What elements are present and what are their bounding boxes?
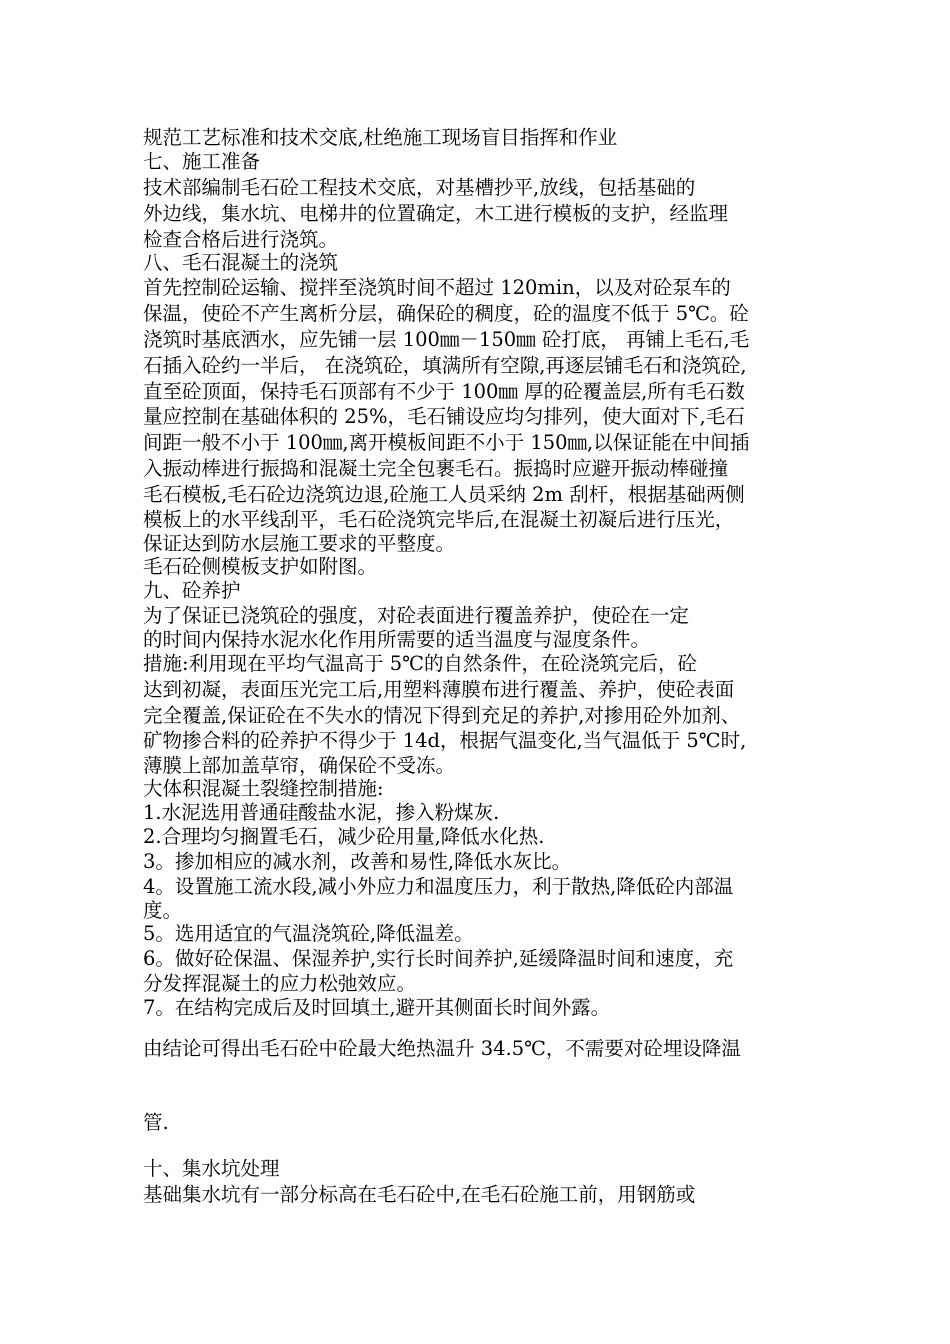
text-line: 基础集水坑有一部分标高在毛石砼中,在毛石砼施工前，用钢筋或 (143, 1183, 696, 1206)
list-item: 6。做好砼保温、保湿养护,实行长时间养护,延缓降温时间和速度，充 (143, 947, 734, 970)
text-line: 矿物掺合料的砼养护不得少于 14d，根据气温变化,当气温低于 5℃时, (143, 729, 747, 752)
text-line: 浇筑时基底洒水，应先铺一层 100㎜－150㎜ 砼打底， 再铺上毛石,毛 (143, 328, 750, 351)
text-line: 为了保证已浇筑砼的强度，对砼表面进行覆盖养护，使砼在一定 (143, 604, 690, 627)
list-item: 2.合理均匀搁置毛石，减少砼用量,降低水化热. (143, 825, 545, 848)
section-heading-10: 十、集水坑处理 (143, 1157, 280, 1180)
text-line: 毛石模板,毛石砼边浇筑边退,砼施工人员采纳 2m 刮杆，根据基础两侧 (143, 483, 745, 506)
list-item: 4。设置施工流水段,减小外应力和温度压力，利于散热,降低砼内部温 (143, 875, 734, 898)
text-line: 保证达到防水层施工要求的平整度。 (143, 532, 456, 555)
text-line: 由结论可得出毛石砼中砼最大绝热温升 34.5℃，不需要对砼埋设降温 (143, 1037, 741, 1060)
text-line: 毛石砼侧模板支护如附图。 (143, 555, 378, 578)
text-line: 措施:利用现在平均气温高于 5℃的自然条件，在砼浇筑完后，砼 (143, 652, 697, 675)
text-line: 保温，使砼不产生离析分层，确保砼的稠度，砼的温度不低于 5℃。砼 (143, 302, 749, 325)
list-item: 3。掺加相应的减水剂，改善和易性,降低水灰比。 (143, 850, 572, 873)
text-line: 管. (143, 1111, 169, 1134)
section-heading-8: 八、毛石混凝土的浇筑 (143, 251, 339, 274)
text-line: 模板上的水平线刮平，毛石砼浇筑完毕后,在混凝土初凝后进行压光， (143, 508, 735, 531)
text-line: 入振动棒进行振捣和混凝土完全包裹毛石。振捣时应避开振动棒碰撞 (143, 457, 729, 480)
text-line: 石插入砼约一半后， 在浇筑砼，填满所有空隙,再逐层铺毛石和浇筑砼, (143, 354, 747, 377)
section-heading-9: 九、砼养护 (143, 579, 241, 602)
text-line: 规范工艺标准和技术交底,杜绝施工现场盲目指挥和作业 (143, 126, 618, 149)
list-item-continued: 度。 (143, 899, 183, 922)
text-line: 技术部编制毛石砼工程技术交底，对基槽抄平,放线，包括基础的 (143, 176, 696, 199)
text-line: 量应控制在基础体积的 25%，毛石铺设应均匀排列，使大面对下,毛石 (143, 405, 745, 428)
text-line: 的时间内保持水泥水化作用所需要的适当温度与湿度条件。 (143, 628, 651, 651)
text-line: 薄膜上部加盖草帘，确保砼不受冻。 (143, 754, 456, 777)
text-line: 达到初凝，表面压光完工后,用塑料薄膜布进行覆盖、养护，使砼表面 (143, 678, 735, 701)
text-line: 大体积混凝土裂缝控制措施: (143, 777, 384, 800)
list-item-continued: 分发挥混凝土的应力松弛效应。 (143, 972, 417, 995)
list-item: 1.水泥选用普通硅酸盐水泥，掺入粉煤灰. (143, 801, 500, 824)
text-line: 完全覆盖,保证砼在不失水的情况下得到充足的养护,对掺用砼外加剂、 (143, 704, 741, 727)
section-heading-7: 七、施工准备 (143, 150, 261, 173)
text-line: 外边线，集水坑、电梯井的位置确定，木工进行模板的支护，经监理 (143, 202, 729, 225)
text-line: 间距一般不小于 100㎜,离开模板间距不小于 150㎜,以保证能在中间插 (143, 431, 750, 454)
list-item: 7。在结构完成后及时回填土,避开其侧面长时间外露。 (143, 996, 611, 1019)
list-item: 5。选用适宜的气温浇筑砼,降低温差。 (143, 922, 474, 945)
text-line: 首先控制砼运输、搅拌至浇筑时间不超过 120min，以及对砼泵车的 (143, 276, 731, 299)
text-line: 直至砼顶面，保持毛石顶部有不少于 100㎜ 厚的砼覆盖层,所有毛石数 (143, 380, 745, 403)
text-line: 检查合格后进行浇筑。 (143, 228, 339, 251)
